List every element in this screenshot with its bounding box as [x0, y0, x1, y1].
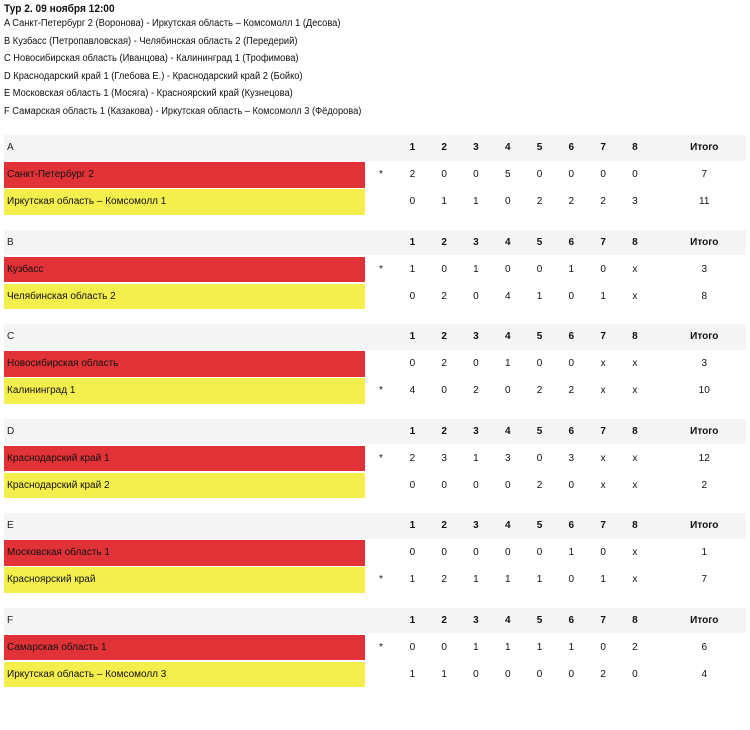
team-score-row	[4, 567, 746, 593]
end-number-header: 2	[441, 425, 447, 437]
team-name: Калининград 1	[4, 378, 365, 404]
end-score: 1	[473, 452, 479, 464]
end-scores	[396, 358, 650, 369]
team-score-row	[4, 189, 746, 215]
total-header: Итого	[690, 520, 719, 532]
team-score-row	[4, 662, 746, 688]
end-number-header: 8	[632, 331, 638, 343]
end-number-header: 3	[473, 520, 479, 532]
end-scores	[396, 480, 650, 491]
team-score-row	[4, 351, 746, 377]
end-number-header: 5	[536, 425, 543, 437]
end-score: 0	[536, 668, 543, 680]
end-number-header: 6	[568, 425, 575, 437]
hammer-marker: *	[378, 263, 383, 275]
game-scoreboard	[4, 608, 746, 688]
team-score-row	[4, 284, 746, 310]
team-total: 7	[701, 574, 708, 586]
end-number-header: 3	[473, 425, 479, 437]
end-score: 1	[568, 263, 575, 275]
end-number-header: 7	[600, 520, 606, 532]
pairing-line: A Санкт-Петербург 2 (Воронова) - Иркутская область – Комсомолл 1 (Десова)	[4, 18, 341, 29]
end-score: 0	[504, 479, 511, 491]
end-number-headers	[396, 142, 650, 153]
scoreboard-header-row	[4, 608, 746, 634]
end-score: x	[632, 574, 638, 586]
end-score: 0	[504, 196, 511, 208]
end-score: 0	[473, 479, 479, 491]
pairing-line: D Краснодарский край 1 (Глебова Е.) - Краснодарский край 2 (Бойко)	[4, 70, 303, 82]
end-number-header: 1	[409, 425, 416, 437]
end-number-header: 5	[536, 614, 543, 626]
total-header: Итого	[690, 236, 719, 248]
end-score: x	[600, 452, 606, 464]
end-number-header: 3	[473, 142, 479, 154]
end-score: 4	[504, 290, 511, 302]
end-number-header: 4	[504, 331, 511, 343]
end-number-header: 1	[409, 142, 416, 154]
end-score: x	[632, 547, 638, 559]
end-score: 1	[409, 574, 416, 586]
end-score: 0	[473, 169, 479, 181]
game-scoreboard	[4, 324, 746, 404]
end-score: 0	[441, 263, 447, 275]
team-name: Красноярский край	[4, 567, 365, 593]
team-name: Новосибирская область	[4, 351, 365, 377]
end-scores	[396, 385, 650, 396]
hammer-marker: *	[378, 169, 383, 181]
end-score: 0	[504, 263, 511, 275]
game-scoreboard	[4, 419, 746, 499]
end-score: 1	[409, 263, 416, 275]
end-score: 2	[441, 290, 447, 302]
total-header: Итого	[690, 331, 719, 343]
scoreboard-header-row	[4, 230, 746, 256]
team-total: 3	[701, 358, 708, 370]
end-number-header: 6	[568, 520, 575, 532]
end-number-header: 4	[504, 236, 511, 248]
end-score: 0	[600, 263, 606, 275]
team-score-row	[4, 446, 746, 472]
game-scoreboard	[4, 230, 746, 310]
end-score: 2	[473, 385, 479, 397]
end-score: x	[600, 479, 606, 491]
end-number-headers	[396, 520, 650, 531]
scoreboards	[4, 135, 746, 687]
team-total: 1	[701, 547, 708, 559]
end-number-headers	[396, 331, 650, 342]
end-score: 0	[473, 668, 479, 680]
end-score: 5	[504, 169, 511, 181]
end-score: x	[632, 452, 638, 464]
end-score: 0	[568, 358, 575, 370]
end-score: 1	[568, 641, 575, 653]
game-id-label: A	[7, 142, 14, 154]
end-score: 2	[441, 358, 447, 370]
team-name: Московская область 1	[4, 540, 365, 566]
team-name: Санкт-Петербург 2	[4, 162, 365, 188]
game-id-label: D	[7, 425, 15, 437]
end-score: 0	[441, 169, 447, 181]
team-score-row	[4, 257, 746, 283]
end-score: 2	[600, 196, 606, 208]
end-scores	[396, 291, 650, 302]
end-score: 0	[409, 479, 416, 491]
end-score: 0	[473, 547, 479, 559]
game-scoreboard	[4, 135, 746, 215]
end-number-header: 4	[504, 142, 511, 154]
end-score: 1	[504, 358, 511, 370]
end-score: 0	[536, 169, 543, 181]
team-score-row	[4, 540, 746, 566]
end-score: 1	[536, 290, 543, 302]
end-score: 2	[409, 452, 416, 464]
end-score: 0	[600, 169, 606, 181]
end-score: 2	[568, 385, 575, 397]
end-number-header: 7	[600, 236, 606, 248]
end-scores	[396, 574, 650, 585]
end-number-headers	[396, 615, 650, 626]
team-total: 4	[701, 668, 708, 680]
end-scores	[396, 453, 650, 464]
end-score: 0	[600, 547, 606, 559]
end-score: 1	[568, 547, 575, 559]
team-total: 10	[698, 385, 710, 397]
end-scores	[396, 169, 650, 180]
pairing-line: B Кузбасс (Петропавловская) - Челябинская область 2 (Передерий)	[4, 35, 298, 47]
end-number-header: 7	[600, 425, 606, 437]
scoreboard-header-row	[4, 324, 746, 350]
end-scores	[396, 196, 650, 207]
pairing-line: C Новосибирская область (Иванцова) - Калининград 1 (Трофимова)	[4, 53, 299, 64]
end-score: 0	[409, 358, 416, 370]
scoreboard-header-row	[4, 135, 746, 161]
end-number-header: 2	[441, 331, 447, 343]
end-number-header: 3	[473, 614, 479, 626]
team-total: 3	[701, 263, 708, 275]
end-score: 1	[600, 290, 606, 302]
end-number-header: 8	[632, 142, 638, 154]
end-number-header: 5	[536, 142, 543, 154]
end-score: 1	[473, 196, 479, 208]
end-number-header: 5	[536, 331, 543, 343]
end-number-header: 8	[632, 425, 638, 437]
total-header: Итого	[690, 425, 719, 437]
end-score: 2	[441, 574, 447, 586]
team-name: Иркутская область – Комсомолл 3	[4, 662, 365, 688]
end-score: 0	[568, 290, 575, 302]
end-score: x	[600, 385, 606, 397]
end-score: 2	[536, 479, 543, 491]
end-number-header: 2	[441, 236, 447, 248]
team-name: Краснодарский край 2	[4, 473, 365, 499]
end-number-header: 7	[600, 331, 606, 343]
end-number-header: 8	[632, 236, 638, 248]
team-score-row	[4, 635, 746, 661]
end-score: 0	[409, 290, 416, 302]
end-score: 0	[409, 641, 416, 653]
end-score: 1	[441, 196, 447, 208]
end-score: 1	[504, 641, 511, 653]
game-id-label: B	[7, 236, 14, 248]
end-number-header: 4	[504, 425, 511, 437]
end-score: x	[600, 358, 606, 370]
scoreboard-header-row	[4, 513, 746, 539]
end-score: 0	[441, 547, 447, 559]
team-total: 8	[701, 290, 708, 302]
end-score: 0	[504, 385, 511, 397]
end-score: 0	[441, 641, 447, 653]
end-number-header: 4	[504, 614, 511, 626]
end-score: 0	[632, 668, 638, 680]
end-scores	[396, 642, 650, 653]
end-score: 3	[504, 452, 511, 464]
end-score: 1	[473, 641, 479, 653]
scoreboard-header-row	[4, 419, 746, 445]
end-score: 0	[504, 547, 511, 559]
end-score: 0	[536, 452, 543, 464]
end-number-header: 3	[473, 236, 479, 248]
total-header: Итого	[690, 142, 719, 154]
end-score: 2	[600, 668, 606, 680]
game-id-label: F	[7, 614, 14, 626]
team-total: 11	[699, 196, 710, 208]
end-score: 0	[441, 385, 447, 397]
hammer-marker: *	[378, 385, 383, 397]
end-number-header: 3	[473, 331, 479, 343]
end-number-header: 1	[409, 520, 416, 532]
end-score: x	[632, 263, 638, 275]
end-score: 1	[536, 641, 543, 653]
end-score: 0	[568, 668, 575, 680]
end-score: 2	[568, 196, 575, 208]
pairing-line: E Московская область 1 (Мосяга) - Красноярский край (Кузнецова)	[4, 88, 293, 99]
team-name: Кузбасс	[4, 257, 365, 283]
end-score: 0	[632, 169, 638, 181]
end-score: 0	[504, 668, 511, 680]
team-score-row	[4, 473, 746, 499]
end-score: 3	[568, 452, 575, 464]
end-number-headers	[396, 237, 650, 248]
end-number-header: 7	[600, 142, 606, 154]
end-score: x	[632, 385, 638, 397]
team-total: 7	[701, 169, 708, 181]
end-number-header: 5	[536, 520, 543, 532]
end-score: 0	[568, 574, 575, 586]
end-scores	[396, 264, 650, 275]
team-name: Самарская область 1	[4, 635, 365, 661]
end-number-header: 6	[568, 614, 575, 626]
end-number-header: 2	[441, 520, 447, 532]
end-score: 0	[536, 358, 543, 370]
end-score: 0	[600, 641, 606, 653]
end-score: 0	[473, 290, 479, 302]
end-score: 1	[441, 668, 447, 680]
end-score: 0	[536, 263, 543, 275]
end-score: 1	[536, 574, 543, 586]
end-score: 4	[409, 385, 416, 397]
end-score: 2	[409, 169, 416, 181]
end-score: 2	[632, 641, 638, 653]
end-score: 0	[441, 479, 447, 491]
end-score: 0	[568, 479, 575, 491]
end-score: 0	[409, 196, 416, 208]
hammer-marker: *	[378, 641, 383, 653]
end-score: x	[632, 479, 638, 491]
end-score: 0	[568, 169, 575, 181]
end-number-header: 2	[441, 614, 447, 626]
end-number-header: 1	[409, 236, 416, 248]
team-total: 6	[701, 641, 708, 653]
end-score: 2	[536, 385, 543, 397]
pairing-line: F Самарская область 1 (Казакова) - Иркутская область – Комсомолл 3 (Фёдорова)	[4, 105, 362, 117]
end-number-header: 1	[409, 331, 416, 343]
total-header: Итого	[690, 614, 719, 626]
end-score: 3	[441, 452, 447, 464]
end-number-header: 5	[536, 236, 543, 248]
end-number-headers	[396, 426, 650, 437]
end-score: 1	[600, 574, 606, 586]
end-number-header: 2	[441, 142, 447, 154]
end-score: 0	[473, 358, 479, 370]
round-title: Тур 2. 09 ноября 12:00	[4, 3, 115, 15]
team-score-row	[4, 162, 746, 188]
end-number-header: 7	[600, 614, 606, 626]
end-number-header: 1	[409, 614, 416, 626]
team-name: Иркутская область – Комсомолл 1	[4, 189, 365, 215]
team-score-row	[4, 378, 746, 404]
hammer-marker: *	[378, 452, 383, 464]
end-score: 1	[409, 668, 416, 680]
end-scores	[396, 547, 650, 558]
end-score: 1	[473, 574, 479, 586]
end-number-header: 8	[632, 614, 638, 626]
end-score: 3	[632, 196, 638, 208]
hammer-marker: *	[378, 574, 383, 586]
game-id-label: E	[7, 520, 14, 532]
end-number-header: 6	[568, 331, 575, 343]
end-number-header: 6	[568, 142, 575, 154]
round-header	[4, 3, 746, 122]
end-score: 2	[536, 196, 543, 208]
end-score: 1	[504, 574, 511, 586]
team-total: 2	[701, 479, 708, 491]
end-number-header: 8	[632, 520, 638, 532]
game-scoreboard	[4, 513, 746, 593]
end-scores	[396, 669, 650, 680]
end-score: x	[632, 290, 638, 302]
team-name: Краснодарский край 1	[4, 446, 365, 472]
game-id-label: C	[7, 331, 15, 343]
team-total: 12	[698, 452, 710, 464]
team-name: Челябинская область 2	[4, 284, 365, 310]
end-number-header: 6	[568, 236, 575, 248]
end-score: x	[632, 358, 638, 370]
end-number-header: 4	[504, 520, 511, 532]
end-score: 0	[409, 547, 416, 559]
end-score: 1	[473, 263, 479, 275]
end-score: 0	[536, 547, 543, 559]
